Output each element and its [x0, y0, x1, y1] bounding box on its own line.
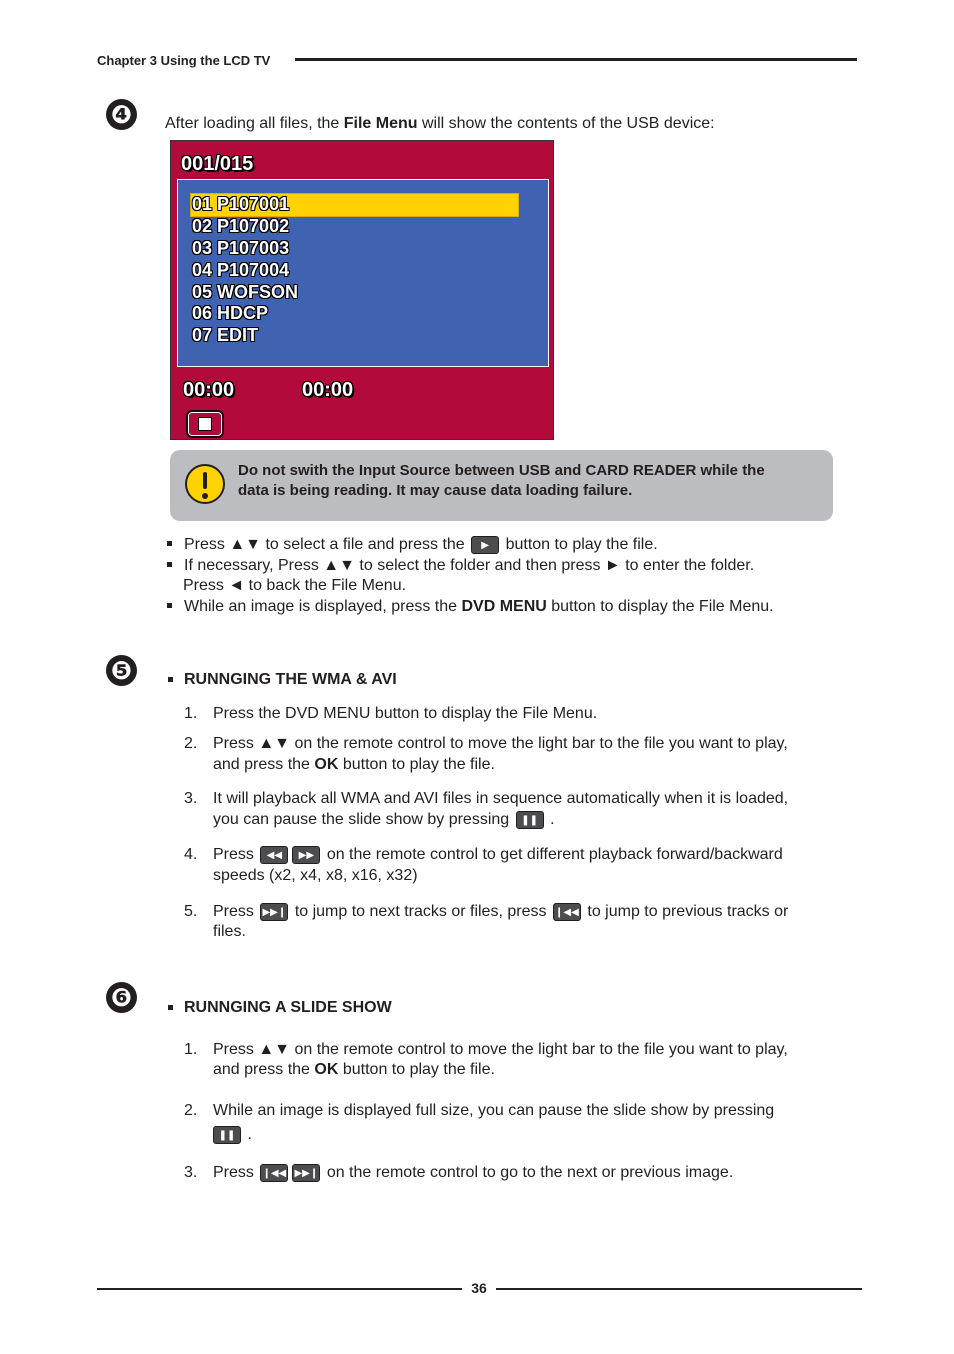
- bullet-marker: [168, 677, 173, 682]
- file-item[interactable]: 05 WOFSON: [192, 282, 299, 302]
- slide-item-2-line-2: [211, 1125, 252, 1145]
- bullet-folder-back: Press ◄ to back the File Menu.: [183, 577, 407, 594]
- header-rule: [295, 58, 857, 61]
- wma-5-pre: Press: [213, 903, 254, 920]
- bullet-folder: If necessary, Press ▲▼ to select the folder and then press ► to enter the folder.: [184, 557, 755, 574]
- stop-icon: [198, 417, 212, 431]
- file-counter: 001/015: [181, 153, 254, 175]
- file-item[interactable]: 03 P107003: [192, 238, 290, 258]
- file-item[interactable]: 04 P107004: [192, 260, 290, 280]
- pause-icon: ❚❚: [516, 811, 544, 829]
- file-item[interactable]: 02 P107002: [192, 216, 290, 236]
- wma-item-3-num: 3.: [184, 790, 198, 807]
- page-number: 36: [471, 1280, 487, 1296]
- exclamation-icon: [185, 464, 225, 504]
- warning-line-1: Do not swith the Input Source between USB and CARD READER while the: [238, 462, 765, 479]
- slide-item-1-line-2: [213, 1060, 495, 1080]
- pause-icon: ❚❚: [213, 1126, 241, 1144]
- slide-2-post: .: [247, 1126, 252, 1143]
- slide-item-1-line-1: Press ▲▼ on the remote control to move the light bar to the file you want to play,: [213, 1041, 788, 1058]
- wma-5-mid: to jump to next tracks or files, press: [294, 903, 547, 920]
- slide-item-3-line-1: [213, 1163, 733, 1183]
- intro-text: [165, 114, 715, 134]
- previous-track-icon: ❙◀◀: [553, 903, 581, 921]
- slide-item-1-num: 1.: [184, 1041, 198, 1058]
- slide-3-pre: Press: [213, 1164, 254, 1181]
- bullet-1-pre: Press ▲▼ to select a file and press the: [184, 536, 465, 553]
- wma-item-2-line-2: [213, 755, 495, 775]
- wma-3-post: .: [550, 811, 555, 828]
- chapter-header: Chapter 3 Using the LCD TV: [97, 53, 271, 68]
- next-track-icon: ▶▶❙: [260, 903, 288, 921]
- wma-2-post: button to play the file.: [338, 756, 495, 773]
- slide-item-3-num: 3.: [184, 1164, 198, 1181]
- wma-item-4-num: 4.: [184, 846, 198, 863]
- wma-item-2-num: 2.: [184, 735, 198, 752]
- previous-track-icon: ❙◀◀: [260, 1164, 288, 1182]
- wma-2-pre: and press the: [213, 756, 315, 773]
- bullet-play-file: [184, 535, 658, 555]
- warning-box: [170, 450, 833, 521]
- slide-1-pre: and press the: [213, 1061, 315, 1078]
- wma-item-1-num: 1.: [184, 705, 198, 722]
- footer-rule-right: [496, 1288, 862, 1290]
- rewind-icon: ◀◀: [260, 846, 288, 864]
- slide-item-2-num: 2.: [184, 1102, 198, 1119]
- step-6-icon: ❻: [106, 982, 137, 1013]
- file-menu-screen: [170, 140, 554, 440]
- bullet-1-post: button to play the file.: [505, 536, 658, 553]
- bullet-3-post: button to display the File Menu.: [546, 598, 774, 615]
- slide-3-post: on the remote control to go to the next or previous image.: [326, 1164, 734, 1181]
- warning-text: [238, 461, 823, 501]
- slide-section-title: RUNNGING A SLIDE SHOW: [184, 999, 392, 1016]
- file-list-panel: [177, 179, 549, 367]
- wma-item-4-line-2: speeds (x2, x4, x8, x16, x32): [213, 867, 418, 884]
- file-item[interactable]: 07 EDIT: [192, 325, 259, 345]
- play-icon: ▶: [471, 536, 499, 554]
- wma-4-post: on the remote control to get different playback forward/backward: [326, 846, 783, 863]
- bullet-dvd-menu: [184, 597, 774, 617]
- footer-rule-left: [97, 1288, 462, 1290]
- file-item[interactable]: 06 HDCP: [192, 303, 269, 323]
- fast-forward-icon: ▶▶: [292, 846, 320, 864]
- file-item[interactable]: 01 P107001: [192, 194, 290, 214]
- time-elapsed: 00:00: [183, 379, 235, 401]
- intro-bold: File Menu: [343, 115, 418, 132]
- wma-item-3-line-1: It will playback all WMA and AVI files in sequence automatically when it is loaded,: [213, 790, 789, 807]
- next-track-icon: ▶▶❙: [292, 1164, 320, 1182]
- wma-3-pre: you can pause the slide show by pressing: [213, 811, 510, 828]
- wma-4-pre: Press: [213, 846, 254, 863]
- bullet-marker: [167, 603, 172, 608]
- intro-post: will show the contents of the USB device:: [417, 115, 715, 132]
- step-4-icon: ❹: [106, 99, 137, 130]
- wma-item-5-num: 5.: [184, 903, 198, 920]
- stop-button[interactable]: [186, 410, 224, 438]
- wma-5-post: to jump to previous tracks or: [587, 903, 789, 920]
- wma-item-5-line-2: files.: [213, 923, 246, 940]
- wma-item-4-line-1: [213, 845, 783, 865]
- bullet-3-bold: DVD MENU: [461, 598, 547, 615]
- bullet-marker: [167, 562, 172, 567]
- step-5-icon: ❺: [106, 655, 137, 686]
- wma-item-5-line-1: [213, 902, 788, 922]
- bullet-marker: [168, 1005, 173, 1010]
- slide-1-post: button to play the file.: [338, 1061, 495, 1078]
- warning-line-2: data is being reading. It may cause data loading failure.: [238, 482, 633, 499]
- bullet-3-pre: While an image is displayed, press the: [184, 598, 462, 615]
- wma-item-1-text: Press the DVD MENU button to display the File Menu.: [213, 705, 598, 722]
- wma-2-bold: OK: [314, 756, 339, 773]
- slide-1-bold: OK: [314, 1061, 339, 1078]
- slide-item-2-line-1: While an image is displayed full size, you can pause the slide show by pressing: [213, 1102, 775, 1119]
- intro-pre: After loading all files, the: [165, 115, 344, 132]
- time-total: 00:00: [302, 379, 354, 401]
- bullet-marker: [167, 541, 172, 546]
- wma-item-3-line-2: [213, 810, 555, 830]
- wma-item-2-line-1: Press ▲▼ on the remote control to move the light bar to the file you want to play,: [213, 735, 788, 752]
- wma-section-title: RUNNGING THE WMA & AVI: [184, 671, 397, 688]
